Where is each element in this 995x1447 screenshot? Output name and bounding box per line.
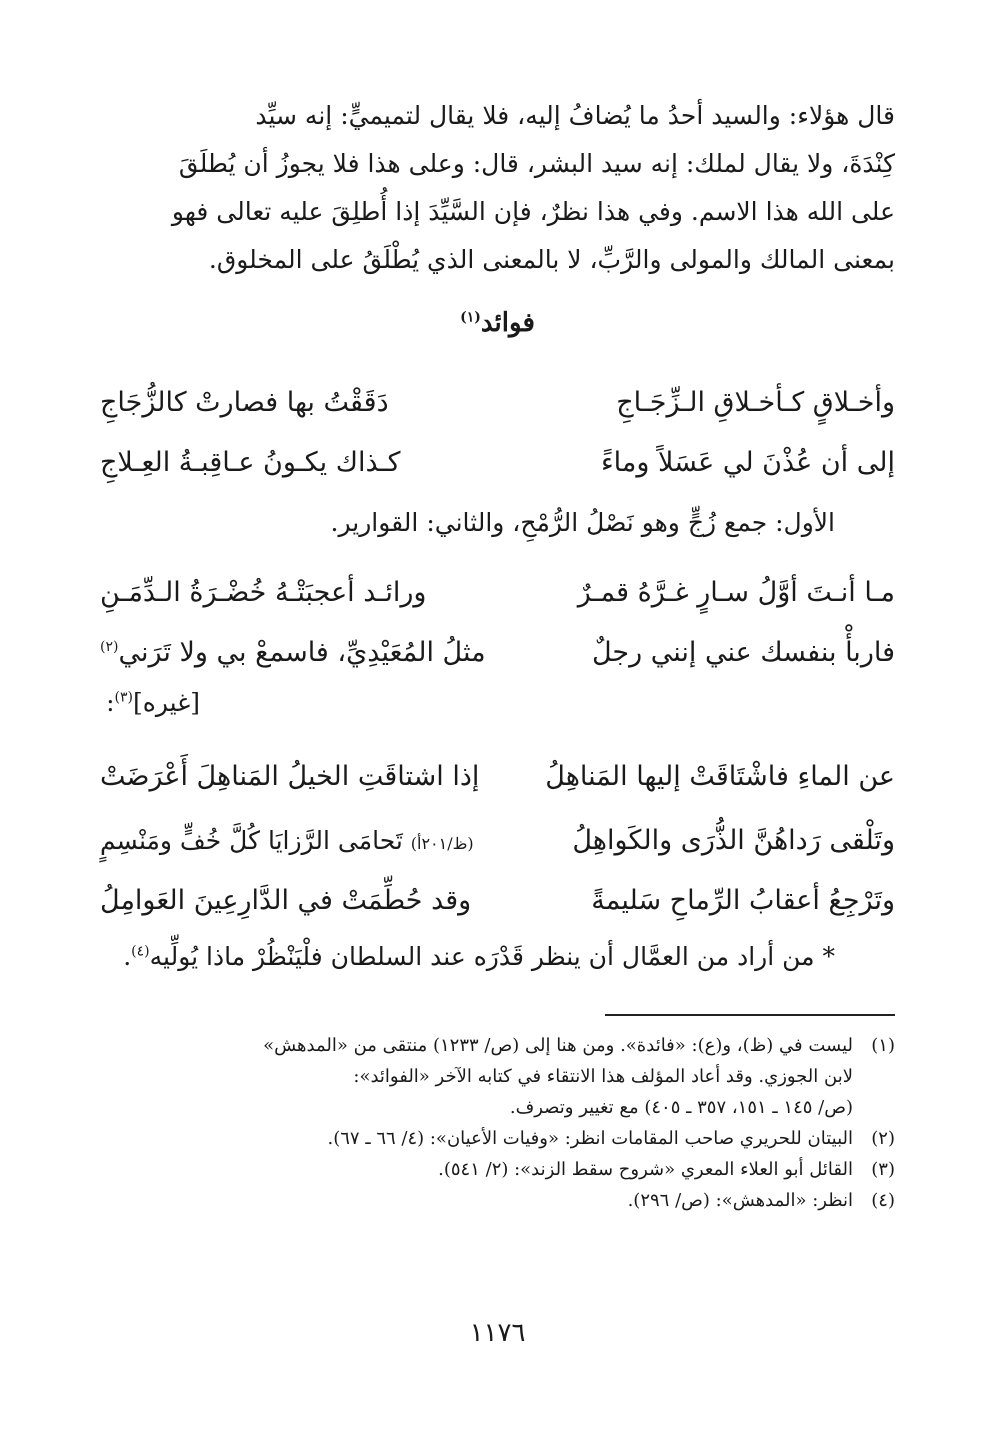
footnote-marker: (٣)	[114, 689, 133, 706]
footnote-line: لابن الجوزي. وقد أعاد المؤلف هذا الانتقاء في كتابه الآخر «الفوائد»:	[353, 1066, 853, 1087]
verse-hemistich-first: عن الماءِ فاشْتَاقَتْ إليها المَناهِلُ	[545, 761, 895, 792]
verse-line	[100, 876, 895, 926]
verse-hemistich-first: وتَلْقى رَداهُنَّ الذُّرَى والكَواهِلُ	[572, 825, 895, 856]
heading-text: فوائد	[480, 308, 535, 338]
gloss-line: الأول: جمع زُجٍّ وهو نَصْلُ الرُّمْحِ، والثاني: القوارير.	[330, 508, 835, 537]
attribution-wrap	[106, 680, 200, 726]
verse-hemistich-second: كـذاك يكـونُ عـاقِبـةُ العِـلاجِ	[100, 447, 401, 478]
verse-hemistich-second	[100, 628, 490, 678]
footnote-item	[100, 1030, 895, 1123]
hemistich-text: مثلُ المُعَيْدِيِّ، فاسمعْ بي ولا تَرَني	[118, 637, 486, 668]
verse-line	[100, 628, 895, 678]
closing-wrap	[123, 934, 835, 980]
footnote-line: البيتان للحريري صاحب المقامات انظر: «وفيات الأعيان»: (٤/ ٦٦ ـ ٦٧).	[327, 1128, 853, 1149]
intro-line: بمعنى المالك والمولى والرَّبِّ، لا بالمعنى الذي يُطْلَقُ على المخلوق.	[208, 245, 895, 274]
footnote-line: ليست في (ظ)، و(ع): «فائدة». ومن هنا إلى (ص/ ١٢٣٣) منتقى من «المدهش»	[263, 1035, 853, 1056]
verse-line	[100, 752, 895, 802]
verse-hemistich-second: دَقَقْتُ بها فصارتْ كالزُّجَاجِ	[100, 387, 389, 418]
verse-hemistich-first: مـا أنـتَ أوَّلُ سـارٍ غـرَّهُ قمـرٌ	[577, 577, 895, 608]
marginal-ref: (ظ/٢٠١أ)	[410, 834, 474, 853]
attribution-text: [غيره]	[132, 688, 200, 717]
intro-line: كِنْدَةَ، ولا يقال لملك: إنه سيد البشر، قال: وعلى هذا فلا يجوزُ أن يُطلَقَ	[178, 149, 895, 178]
verse-hemistich-second: وقد حُطِّمَتْ في الدَّارِعِينَ العَوامِلُ	[100, 885, 472, 916]
footnote-marker: (٤)	[131, 943, 150, 960]
footnote-marker: (١)	[460, 309, 481, 326]
footnote-item	[100, 1123, 895, 1154]
closing-period: .	[123, 942, 132, 971]
verse-line	[100, 816, 895, 866]
verse-hemistich-second: إذا اشتاقَتِ الخيلُ المَناهِلَ أَعْرَضَتْ	[100, 761, 480, 792]
footnote-item	[100, 1185, 895, 1216]
footnotes	[100, 1030, 895, 1216]
verse-hemistich-first: فاربأْ بنفسك عني إنني رجلٌ	[591, 637, 895, 668]
footnote-line: (ص/ ١٤٥ ـ ١٥١، ٣٥٧ ـ ٤٠٥) مع تغيير وتصرف.	[509, 1097, 853, 1118]
verse-hemistich-first: وتَرْجِعُ أعقابُ الرِّماحِ سَليمةً	[591, 885, 895, 916]
footnote-item	[100, 1154, 895, 1185]
attribution-colon: :	[106, 688, 115, 717]
footnote-number: (١)	[871, 1035, 895, 1056]
closing-text: * من أراد من العمَّال أن ينظر قَدْرَه عند السلطان فلْيَنْظُرْ ماذا يُولِّيه	[149, 942, 835, 971]
verse-hemistich-first: وأخـلاقٍ كـأخـلاقِ الـزِّجَـاجِ	[616, 387, 895, 418]
verse-line	[100, 438, 895, 488]
footnote-line: القائل أبو العلاء المعري «شروح سقط الزند»: (٢/ ٥٤١).	[438, 1159, 853, 1180]
footnote-marker: (٢)	[100, 639, 119, 655]
footnote-separator	[605, 1014, 895, 1016]
footnote-number: (٤)	[871, 1190, 895, 1211]
footnote-number: (٣)	[871, 1159, 895, 1180]
hemistich-text: تَحامَى الرَّزايَا كُلَّ خُفٍّ ومَنْسِمٍ	[100, 826, 403, 855]
section-heading	[0, 308, 995, 338]
verse-hemistich-second: ورائـد أعجبَتْـهُ خُضْـرَةُ الـدِّمَـنِ	[100, 577, 427, 608]
verse-line	[100, 378, 895, 428]
page-number: ١١٧٦	[469, 1318, 526, 1348]
verse-hemistich-second	[100, 816, 490, 869]
intro-line: على الله هذا الاسم. وفي هذا نظرٌ، فإن السَّيِّدَ إذا أُطلِقَ عليه تعالى فهو	[171, 197, 895, 226]
footnote-number: (٢)	[871, 1128, 895, 1149]
intro-paragraph	[100, 92, 895, 284]
footnote-line: انظر: «المدهش»: (ص/ ٢٩٦).	[627, 1190, 853, 1211]
verse-hemistich-first: إلى أن عُذْنَ لي عَسَلاً وماءً	[600, 447, 895, 478]
intro-line: قال هؤلاء: والسيد أحدُ ما يُضافُ إليه، فلا يقال لتميميٍّ: إنه سيِّد	[255, 101, 895, 130]
verse-line	[100, 568, 895, 618]
